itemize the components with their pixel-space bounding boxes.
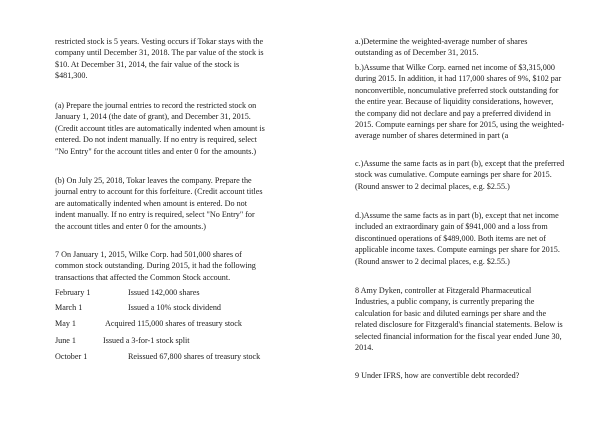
question-c-cumulative: c.)Assume the same facts as in part (b), except that the preferred stock was cumulative. Compute earnings per share for 2015. (Round answer to 2 decimal places, e.g. $2.55.) [355,159,565,191]
problem-9-paragraph: 9 Under IFRS, how are convertible debt recorded? [355,371,520,380]
question-a-paragraph: (a) Prepare the journal entries to record the restricted stock on January 1, 2014 (the date of grant), and December 31, 2015. (Credit account titles are automatically indented when amount is entered. Do not indent manually. If no entry is required, select "No Entry" for the account titles and enter 0 for the amounts.) [55,101,265,156]
transaction-event: Issued 142,000 shares [128,288,200,297]
transaction-date: May 1 [55,319,76,328]
transaction-date: June 1 [55,336,76,345]
question-b-eps: b.)Assume that Wilke Corp. earned net income of $3,315,000 during 2015. In addition, it had 117,000 shares of 9%, $102 par nonconvertible, noncumulative preferred stock outstanding for the entire year. Because of liquidity considerations, however, the company did not declare and pay a preferred dividend in 2015. Compute earnings per share for 2015, using the weighted- average number of shares determined in part (a [355,63,565,141]
transaction-event: Reissued 67,800 shares of treasury stock [128,352,261,361]
transaction-event: Issued a 10% stock dividend [128,303,221,312]
question-b-paragraph: (b) On July 25, 2018, Tokar leaves the company. Prepare the journal entry to account for this forfeiture. (Credit account titles are automatically indented when amount is entered. Do not indent manually. If no entry is required, select "No Entry" for the account titles and enter 0 for the amounts.) [55,176,263,231]
transaction-event: Issued a 3-for-1 stock split [103,336,190,345]
transaction-date: March 1 [55,303,83,312]
question-d-extraordinary: d.)Assume the same facts as in part (b), except that net income included an extraordinary gain of $941,000 and a loss from discontinued operations of $489,000. Both items are net of applicable income taxes. Compute earnings per share for 2015. (Round answer to 2 decimal places, e.g. $2.55.) [355,211,560,266]
problem-8-paragraph: 8 Amy Dyken, controller at Fitzgerald Pharmaceutical Industries, a public company, is currently preparing the calculation for basic and diluted earnings per share and the related disclosure for Fitzgerald's financial statements. Below is selected financial information for the fiscal year ended June 30, 2014. [355,286,563,353]
problem-7-paragraph: 7 On January 1, 2015, Wilke Corp. had 501,000 shares of common stock outstanding. During 2015, it had the following transactions that affected the Common Stock account. [55,250,256,282]
question-a-weighted-average: a.)Determine the weighted-average number of shares outstanding as of December 31, 2015. [355,37,528,58]
vesting-paragraph: restricted stock is 5 years. Vesting occurs if Tokar stays with the company until December 31, 2018. The par value of the stock is $10. At December 31, 2014, the fair value of the stock is $481,300. [55,37,264,81]
transaction-event: Acquired 115,000 shares of treasury stock [105,319,242,328]
transaction-date: February 1 [55,288,91,297]
transaction-date: October 1 [55,352,88,361]
